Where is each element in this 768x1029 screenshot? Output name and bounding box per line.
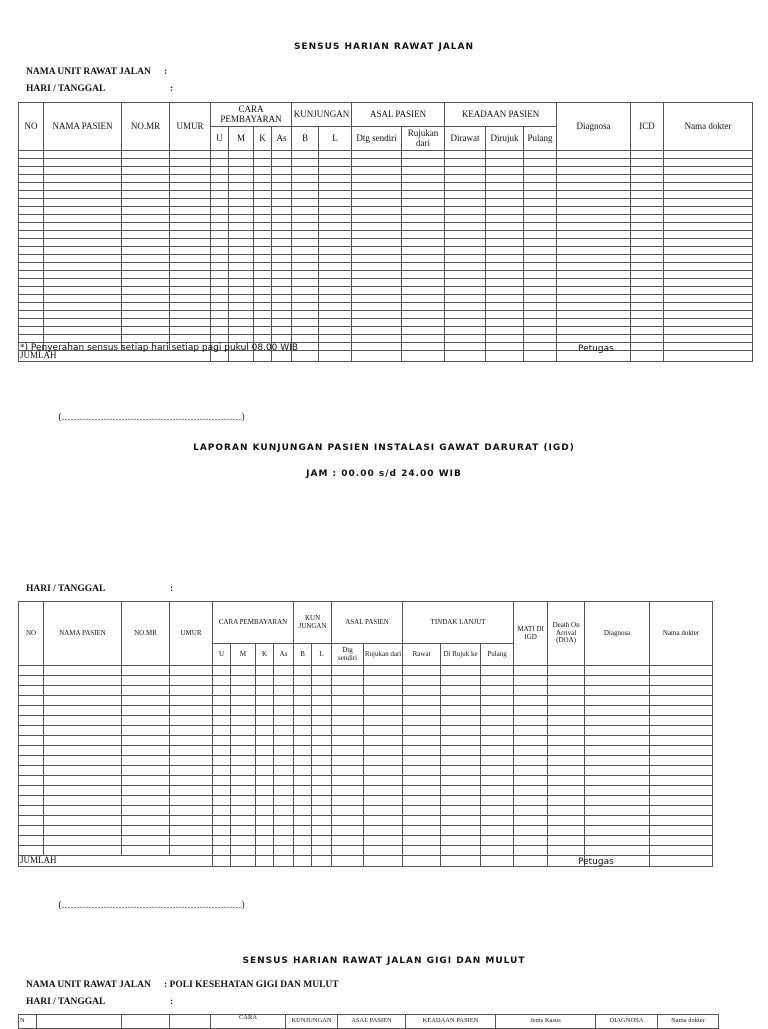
igd-date-label: HARI / TANGGAL	[26, 584, 106, 594]
gigi-col-diagnosa: DIAGNOSA	[596, 1015, 658, 1029]
igd-col-tindak-lanjut: TINDAK LANJUT	[403, 602, 514, 644]
table-row	[19, 327, 753, 335]
gigi-unit-label: NAMA UNIT RAWAT JALAN	[26, 980, 151, 990]
gigi-col-nama-dokter: Nama dokter	[658, 1015, 719, 1029]
unit-colon: :	[164, 67, 168, 77]
igd-col-u: U	[213, 644, 231, 666]
table-row	[19, 247, 753, 255]
col-keadaan-pasien: KEADAAN PASIEN	[445, 103, 557, 127]
igd-col-asal-pasien: ASAL PASIEN	[332, 602, 403, 644]
igd-table	[18, 601, 713, 867]
igd-col-dirujuk-ke: Di Rujuk ke	[441, 644, 481, 666]
table-row	[19, 271, 753, 279]
footnote: *) Penyerahan sensus setiap hari setiap pagi pukul 08.00 WIB	[20, 343, 298, 353]
col-l: L	[319, 127, 352, 151]
table-row	[19, 319, 753, 327]
table-row	[19, 786, 713, 796]
col-no: NO	[19, 103, 44, 151]
igd-col-pulang: Pulang	[481, 644, 514, 666]
gigi-col-asal-pasien: ASAL PASIEN	[338, 1015, 406, 1029]
col-kunjungan: KUNJUNGAN	[292, 103, 352, 127]
col-pulang: Pulang	[524, 127, 557, 151]
igd-col-k: K	[256, 644, 274, 666]
gigi-table	[18, 1014, 719, 1029]
table-row	[19, 311, 753, 319]
igd-col-no-mr: NO.MR	[122, 602, 170, 666]
igd-col-nama-dokter: Nama dokter	[650, 602, 713, 666]
table-row	[19, 167, 753, 175]
igd-col-m: M	[231, 644, 256, 666]
igd-col-rujukan-dari: Rujukan dari	[364, 644, 403, 666]
gigi-col-umur	[170, 1015, 211, 1029]
igd-col-mati-di-igd: MATI DI IGD	[514, 602, 548, 666]
table-row	[19, 183, 753, 191]
gigi-col-keadaan-pasien: KEADAAN PASIEN	[406, 1015, 496, 1029]
table-row	[19, 736, 713, 746]
table-row	[19, 836, 713, 846]
col-m: M	[229, 127, 254, 151]
col-icd: ICD	[631, 103, 664, 151]
petugas-label: Petugas	[578, 344, 614, 354]
gigi-unit-value: : POLI KESEHATAN GIGI DAN MULUT	[164, 980, 339, 990]
table-row	[19, 766, 713, 776]
col-umur: UMUR	[170, 103, 211, 151]
igd-petugas-label: Petugas	[578, 857, 614, 867]
table-row	[19, 223, 753, 231]
table-row	[19, 846, 713, 856]
table-row	[19, 746, 713, 756]
table-row	[19, 696, 713, 706]
gigi-title: SENSUS HARIAN RAWAT JALAN GIGI DAN MULUT	[242, 956, 526, 966]
gigi-col-kunjungan: KUNJUNGAN	[286, 1015, 338, 1029]
table-row	[19, 826, 713, 836]
table-row	[19, 279, 753, 287]
date-colon: :	[170, 84, 174, 94]
col-nama-dokter: Nama dokter	[664, 103, 753, 151]
igd-col-b: B	[294, 644, 312, 666]
gigi-col-no-mr	[122, 1015, 170, 1029]
date-label: HARI / TANGGAL	[26, 84, 106, 94]
igd-col-as: As	[274, 644, 294, 666]
table-row	[19, 756, 713, 766]
igd-total-label: JUMLAH	[19, 856, 213, 867]
col-dirujuk: Dirujuk	[486, 127, 524, 151]
igd-col-umur: UMUR	[170, 602, 213, 666]
table-row	[19, 207, 753, 215]
gigi-col-jenis-kasus: Jenis Kasus	[496, 1015, 596, 1029]
unit-label: NAMA UNIT RAWAT JALAN	[26, 67, 151, 77]
igd-col-rawat: Rawat	[403, 644, 441, 666]
table-row	[19, 716, 713, 726]
sensus-table	[18, 102, 753, 362]
table-row	[19, 816, 713, 826]
igd-col-no: NO	[19, 602, 44, 666]
igd-col-cara-pembayaran: CARA PEMBAYARAN	[213, 602, 294, 644]
table-row	[19, 676, 713, 686]
igd-date-colon: :	[170, 584, 174, 594]
table-row	[19, 263, 753, 271]
col-dtg-sendiri: Dtg sendiri	[352, 127, 402, 151]
table-row	[19, 686, 713, 696]
table-row	[19, 231, 753, 239]
col-rujukan-dari: Rujukan dari	[402, 127, 445, 151]
col-cara-pembayaran: CARA PEMBAYARAN	[211, 103, 292, 127]
table-row	[19, 191, 753, 199]
igd-subtitle: JAM : 00.00 s/d 24.00 WIB	[306, 469, 462, 479]
table-row	[19, 159, 753, 167]
table-row	[19, 151, 753, 159]
gigi-date-colon: :	[170, 997, 174, 1007]
col-no-mr: NO.MR	[122, 103, 170, 151]
total-label: JUMLAH	[19, 351, 211, 362]
col-nama-pasien: NAMA PASIEN	[44, 103, 122, 151]
table-row	[19, 239, 753, 247]
igd-col-kunjungan: KUN JUNGAN	[294, 602, 332, 644]
col-dirawat: Dirawat	[445, 127, 486, 151]
igd-col-l: L	[312, 644, 332, 666]
gigi-col-no: N	[19, 1015, 37, 1029]
gigi-col-cara: CARA	[211, 1015, 286, 1029]
igd-title: LAPORAN KUNJUNGAN PASIEN INSTALASI GAWAT DARURAT (IGD)	[193, 443, 575, 453]
table-row	[19, 303, 753, 311]
gigi-col-nama-pasien	[37, 1015, 122, 1029]
table-row	[19, 726, 713, 736]
table-row	[19, 175, 753, 183]
col-u: U	[211, 127, 229, 151]
sensus-title: SENSUS HARIAN RAWAT JALAN	[293, 42, 475, 52]
table-row	[19, 335, 753, 343]
col-b: B	[292, 127, 319, 151]
col-k: K	[254, 127, 272, 151]
col-asal-pasien: ASAL PASIEN	[352, 103, 445, 127]
col-as: As	[272, 127, 292, 151]
table-row	[19, 255, 753, 263]
table-row	[19, 199, 753, 207]
table-row	[19, 215, 753, 223]
col-diagnosa: Diagnosa	[557, 103, 631, 151]
igd-signature-line: (……………………………………………………)	[58, 901, 246, 911]
signature-line: (……………………………………………………)	[58, 413, 246, 423]
igd-col-dtg-sendiri: Dtg sendiri	[332, 644, 364, 666]
table-row	[19, 796, 713, 806]
igd-col-doa: Death On Arrival (DOA)	[548, 602, 585, 666]
gigi-date-label: HARI / TANGGAL	[26, 997, 106, 1007]
table-row	[19, 295, 753, 303]
table-row	[19, 287, 753, 295]
igd-col-nama-pasien: NAMA PASIEN	[44, 602, 122, 666]
igd-col-diagnosa: Diagnosa	[585, 602, 650, 666]
table-row	[19, 666, 713, 676]
table-row	[19, 806, 713, 816]
table-row	[19, 776, 713, 786]
table-row	[19, 706, 713, 716]
